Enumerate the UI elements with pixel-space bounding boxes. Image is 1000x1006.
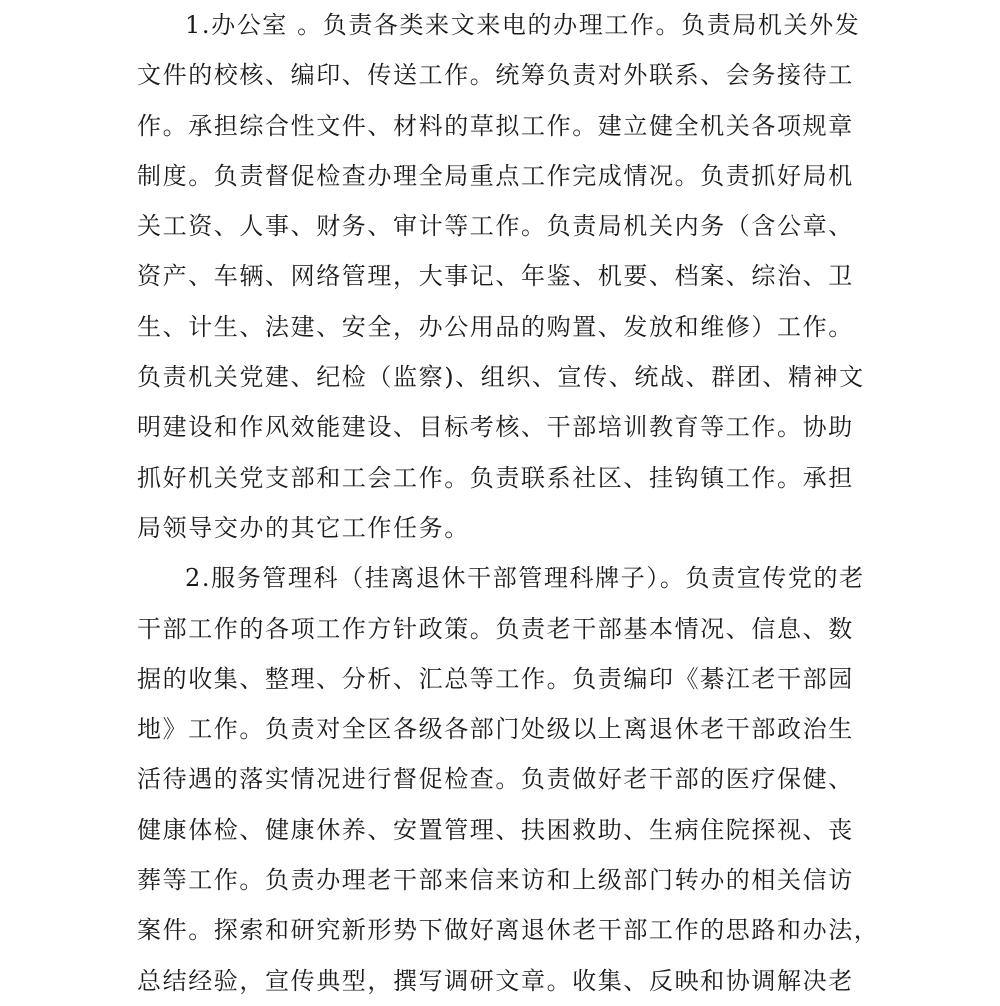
paragraph-1-line-5: 关工资、人事、财务、审计等工作。负责局机关内务（含公章、	[137, 212, 854, 241]
paragraph-1-line-4: 制度。负责督促检查办理全局重点工作完成情况。负责抓好局机	[137, 161, 854, 190]
paragraph-2-line-7: 葬等工作。负责办理老干部来信来访和上级部门转办的相关信访	[137, 866, 854, 895]
document-body	[137, 0, 882, 1006]
paragraph-2-line-5: 活待遇的落实情况进行督促检查。负责做好老干部的医疗保健、	[137, 765, 854, 794]
paragraph-1-line-2: 文件的校核、编印、传送工作。统筹负责对外联系、会务接待工	[137, 61, 854, 90]
paragraph-2-line-8: 案件。探索和研究新形势下做好离退休老干部工作的思路和办法，	[137, 916, 880, 945]
paragraph-1-line-3: 作。承担综合性文件、材料的草拟工作。建立健全机关各项规章	[137, 111, 854, 140]
paragraph-2-line-1: 2.服务管理科（挂离退休干部管理科牌子）。负责宣传党的老	[185, 564, 865, 593]
paragraph-1-line-6: 资产、车辆、网络管理，大事记、年鉴、机要、档案、综治、卫	[137, 262, 854, 291]
paragraph-1-line-9: 明建设和作风效能建设、目标考核、干部培训教育等工作。协助	[137, 413, 854, 442]
paragraph-2-line-9: 总结经验，宣传典型，撰写调研文章。收集、反映和协调解决老	[137, 966, 854, 995]
paragraph-2-line-6: 健康体检、健康休养、安置管理、扶困救助、生病住院探视、丧	[137, 815, 854, 844]
paragraph-2-line-2: 干部工作的各项工作方针政策。负责老干部基本情况、信息、数	[137, 614, 854, 643]
paragraph-1-line-1: 1.办公室 。负责各类来文来电的办理工作。负责局机关外发	[185, 11, 861, 39]
paragraph-2-line-3: 据的收集、整理、分析、汇总等工作。负责编印《綦江老干部园	[137, 664, 854, 693]
paragraph-1-line-8: 负责机关党建、纪检（监察)、组织、宣传、统战、群团、精神文	[137, 363, 865, 392]
paragraph-1-line-11: 局领导交办的其它工作任务。	[137, 513, 470, 542]
paragraph-1-line-10: 抓好机关党支部和工会工作。负责联系社区、挂钩镇工作。承担	[137, 463, 854, 492]
paragraph-2-line-4: 地》工作。负责对全区各级各部门处级以上离退休老干部政治生	[137, 715, 854, 744]
paragraph-1-line-7: 生、计生、法建、安全，办公用品的购置、发放和维修）工作。	[137, 312, 854, 341]
